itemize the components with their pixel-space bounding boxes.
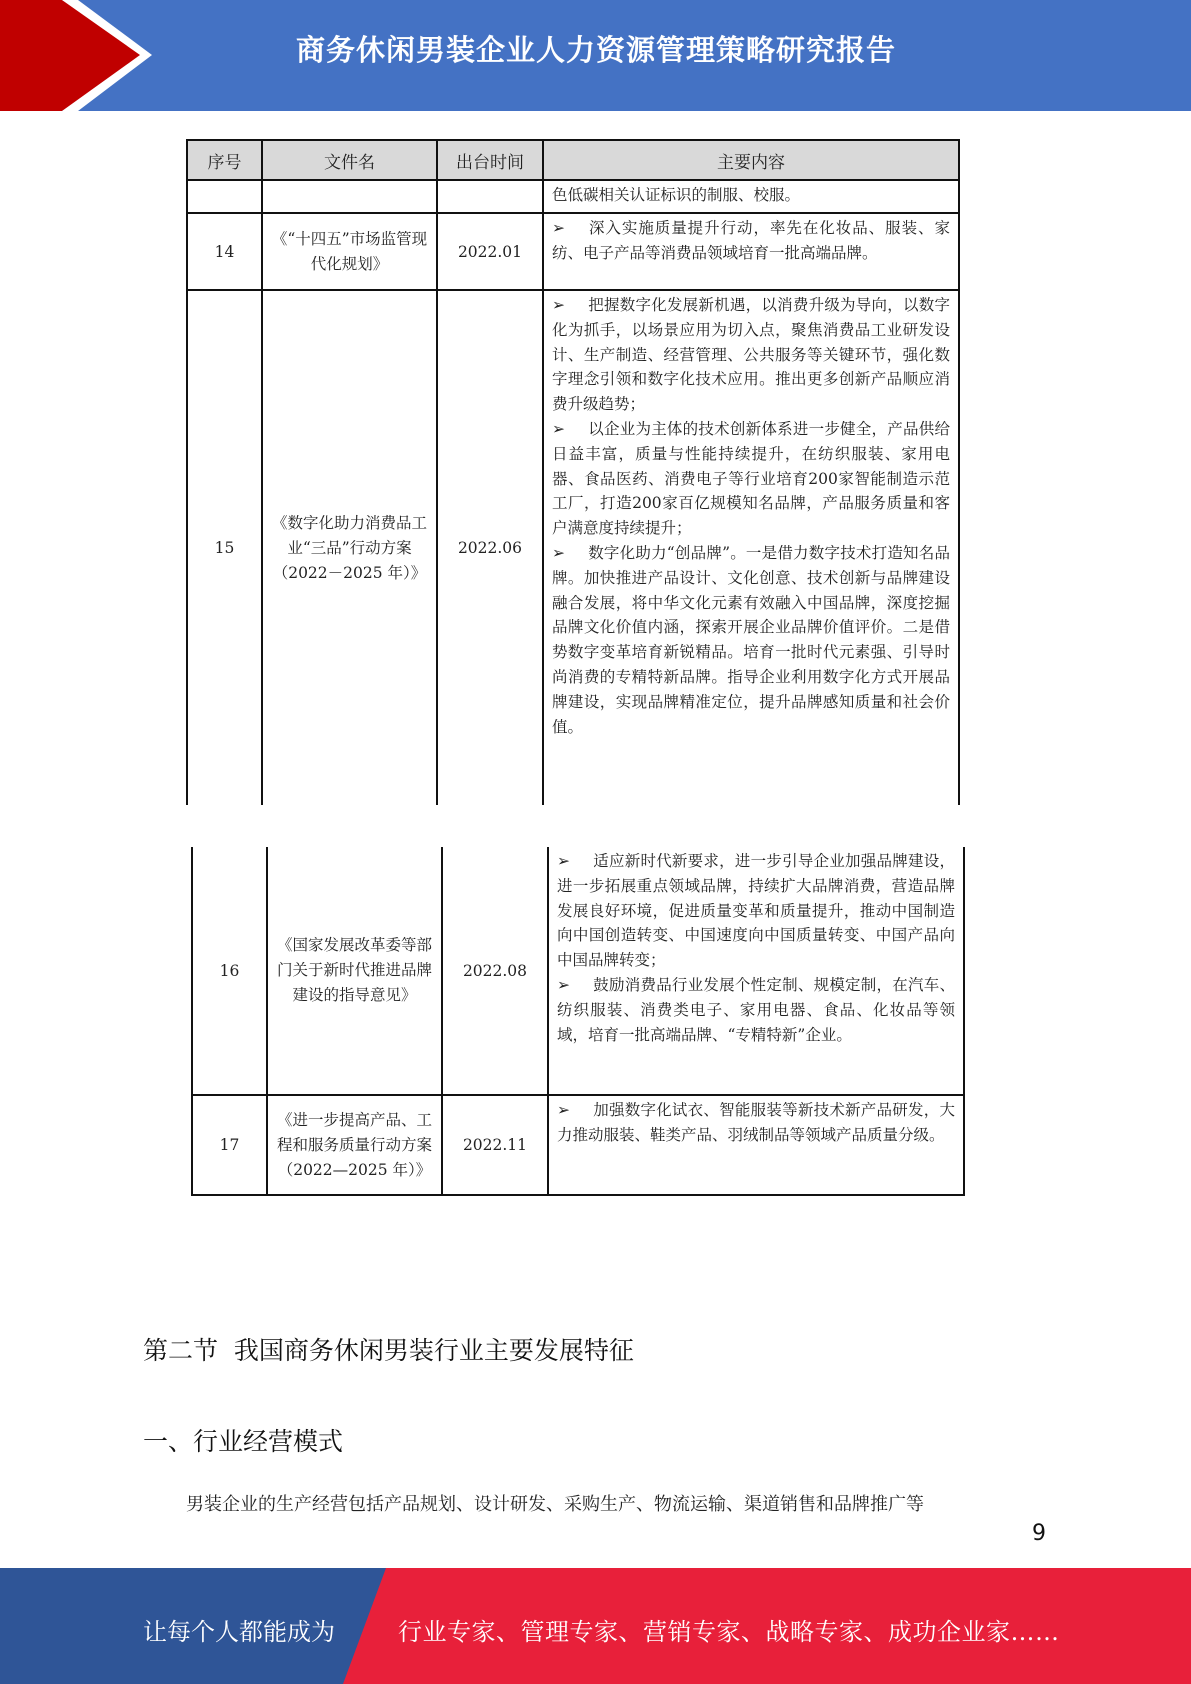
row-num: 14 bbox=[187, 213, 262, 290]
row-num: 15 bbox=[187, 290, 262, 805]
footer-slogan-right: 行业专家、管理专家、营销专家、战略专家、成功企业家…… bbox=[398, 1618, 1060, 1646]
row-date: 2022.01 bbox=[437, 213, 543, 290]
row-doc-name: 《进一步提高产品、工程和服务质量行动方案（2022—2025 年）》 bbox=[267, 1095, 442, 1195]
content-point: ➢ 数字化助力“创品牌”。一是借力数字技术打造知名品牌。加快推进产品设计、文化创意、技术创新与品牌建设融合发展，将中华文化元素有效融入中国品牌，深度挖掘品牌文化价值内涵，探索开展企业品牌价值评价。二是借势数字变革培育新锐精品。培育一批时代元素强、引导时尚消费的专精特新品牌。指导企业利用数字化方式开展品牌建设，实现品牌精准定位，提升品牌感知质量和社会价值。 bbox=[552, 541, 950, 739]
row-content bbox=[543, 290, 959, 805]
arrow-bullet-icon: ➢ bbox=[557, 852, 570, 870]
footer-slogan-left: 让每个人都能成为 bbox=[143, 1618, 335, 1646]
row-date: 2022.11 bbox=[442, 1095, 548, 1195]
row-content bbox=[548, 1095, 964, 1195]
table-header-row bbox=[187, 140, 959, 180]
row-content bbox=[548, 847, 964, 1095]
body-paragraph: 男装企业的生产经营包括产品规划、设计研发、采购生产、物流运输、渠道销售和品牌推广等 bbox=[186, 1494, 924, 1515]
header-red-arrow bbox=[0, 0, 160, 111]
row-doc-name: 《“十四五”市场监管现代化规划》 bbox=[262, 213, 437, 290]
policy-table-part-1 bbox=[186, 139, 960, 805]
row-date: 2022.06 bbox=[437, 290, 543, 805]
col-header-name: 文件名 bbox=[262, 140, 437, 180]
content-point: ➢ 适应新时代新要求，进一步引导企业加强品牌建设，进一步拓展重点领域品牌，持续扩大品牌消费，营造品牌发展良好环境，促进质量变革和质量提升，推动中国制造向中国创造转变、中国速度向中国质量转变、中国产品向中国品牌转变； bbox=[557, 849, 955, 973]
arrow-bullet-icon: ➢ bbox=[552, 219, 565, 237]
arrow-bullet-icon: ➢ bbox=[557, 1101, 570, 1119]
content-point: ➢ 把握数字化发展新机遇，以消费升级为导向，以数字化为抓手，以场景应用为切入点，聚焦消费品工业研发设计、生产制造、经营管理、公共服务等关键环节，强化数字理念引领和数字化技术应用。推出更多创新产品顺应消费升级趋势； bbox=[552, 293, 950, 417]
page-number: 9 bbox=[1032, 1521, 1046, 1546]
content-point: ➢ 鼓励消费品行业发展个性定制、规模定制，在汽车、纺织服装、消费类电子、家用电器、食品、化妆品等领域，培育一批高端品牌、“专精特新”企业。 bbox=[557, 973, 955, 1047]
table-row bbox=[192, 1095, 964, 1195]
row-num: 17 bbox=[192, 1095, 267, 1195]
arrow-bullet-icon: ➢ bbox=[552, 419, 565, 438]
report-title: 商务休闲男装企业人力资源管理策略研究报告 bbox=[296, 33, 897, 67]
table-row bbox=[192, 847, 964, 1095]
content-point: ➢ 深入实施质量提升行动，率先在化妆品、服装、家纺、电子产品等消费品领域培育一批高端品牌。 bbox=[552, 216, 950, 266]
content-point: ➢ 以企业为主体的技术创新体系进一步健全，产品供给日益丰富，质量与性能持续提升，在纺织服装、家用电器、食品医药、消费电子等行业培育200家智能制造示范工厂，打造200家百亿规模知名品牌，产品服务质量和客户满意度持续提升； bbox=[552, 417, 950, 541]
arrow-bullet-icon: ➢ bbox=[552, 296, 565, 314]
col-header-num: 序号 bbox=[187, 140, 262, 180]
arrow-bullet-icon: ➢ bbox=[552, 543, 565, 562]
row-date: 2022.08 bbox=[442, 847, 548, 1095]
header-bar bbox=[0, 0, 1191, 111]
table-row bbox=[187, 213, 959, 290]
row-doc-name: 《数字化助力消费品工业“三品”行动方案（2022－2025 年）》 bbox=[262, 290, 437, 805]
row-num: 16 bbox=[192, 847, 267, 1095]
section-heading: 第二节 我国商务休闲男装行业主要发展特征 bbox=[143, 1336, 634, 1365]
content-point: ➢ 加强数字化试衣、智能服装等新技术新产品研发，大力推动服装、鞋类产品、羽绒制品等领域产品质量分级。 bbox=[557, 1098, 955, 1148]
continued-text: 色低碳相关认证标识的制服、校服。 bbox=[543, 180, 959, 213]
row-doc-name: 《国家发展改革委等部门关于新时代推进品牌建设的指导意见》 bbox=[267, 847, 442, 1095]
arrow-bullet-icon: ➢ bbox=[557, 975, 570, 994]
table-row bbox=[187, 290, 959, 805]
col-header-date: 出台时间 bbox=[437, 140, 543, 180]
table-row-continued bbox=[187, 180, 959, 213]
col-header-content: 主要内容 bbox=[543, 140, 959, 180]
policy-table-part-2 bbox=[191, 847, 965, 1196]
subsection-heading: 一、行业经营模式 bbox=[143, 1427, 344, 1456]
row-content bbox=[543, 213, 959, 290]
